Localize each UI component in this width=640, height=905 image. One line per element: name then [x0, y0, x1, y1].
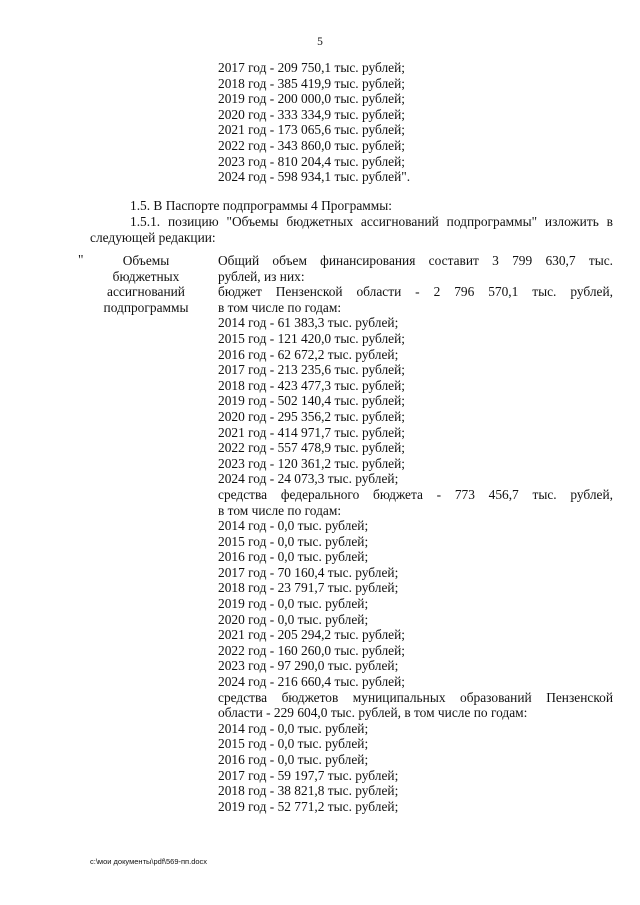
- list-item: 2020 год - 295 356,2 тыс. рублей;: [218, 408, 405, 424]
- list-item: 2022 год - 557 478,9 тыс. рублей;: [218, 440, 405, 456]
- municipal-budget-line: области - 229 604,0 тыс. рублей, в том числе по годам:: [218, 705, 528, 721]
- list-item: 2022 год - 160 260,0 тыс. рублей;: [218, 642, 405, 658]
- list-item: 2018 год - 385 419,9 тыс. рублей;: [218, 75, 405, 91]
- list-item: 2020 год - 333 334,9 тыс. рублей;: [218, 106, 405, 122]
- federal-budget-line: средства федерального бюджета - 773 456,7 тыс. рублей,: [218, 486, 613, 502]
- total-funding-line: Общий объем финансирования составит 3 799 630,7 тыс.: [218, 253, 613, 268]
- federal-budget-line: в том числе по годам:: [218, 502, 342, 518]
- list-item: 2019 год - 200 000,0 тыс. рублей;: [218, 91, 405, 107]
- list-item: 2016 год - 0,0 тыс. рублей;: [218, 752, 369, 767]
- list-item: 2015 год - 0,0 тыс. рублей;: [218, 736, 369, 752]
- list-item: 2017 год - 59 197,7 тыс. рублей;: [218, 767, 399, 783]
- page-number: 5: [317, 36, 323, 48]
- list-item: 2014 год - 61 383,3 тыс. рублей;: [218, 315, 399, 331]
- list-item: 2018 год - 38 821,8 тыс. рублей;: [218, 783, 399, 799]
- regional-budget-line: в том числе по годам:: [218, 299, 342, 315]
- funding-details: [218, 253, 613, 814]
- list-item: 2016 год - 0,0 тыс. рублей;: [218, 549, 369, 565]
- list-item: 2023 год - 810 204,4 тыс. рублей;: [218, 153, 405, 169]
- total-funding-line: рублей, из них:: [218, 268, 305, 284]
- opening-quote-mark: ": [78, 252, 84, 267]
- section-1-5-1-paragraph: [90, 214, 613, 245]
- section-1-5-text: 1.5. В Паспорте подпрограммы 4 Программы:: [130, 198, 392, 213]
- list-item: 2016 год - 62 672,2 тыс. рублей;: [218, 346, 399, 362]
- list-item: 2014 год - 0,0 тыс. рублей;: [218, 518, 369, 534]
- list-item: 2017 год - 213 235,6 тыс. рублей;: [218, 362, 405, 378]
- list-item: 2019 год - 0,0 тыс. рублей;: [218, 596, 369, 612]
- list-item: 2017 год - 70 160,4 тыс. рублей;: [218, 564, 399, 580]
- list-item: 2024 год - 24 073,3 тыс. рублей;: [218, 471, 399, 487]
- regional-budget-line: бюджет Пензенской области - 2 796 570,1 тыс. рублей,: [218, 284, 613, 300]
- list-item: 2019 год - 502 140,4 тыс. рублей;: [218, 393, 405, 409]
- list-item: 2023 год - 120 361,2 тыс. рублей;: [218, 455, 405, 471]
- list-item: 2015 год - 0,0 тыс. рублей;: [218, 533, 369, 549]
- list-item: 2018 год - 23 791,7 тыс. рублей;: [218, 580, 399, 596]
- list-item: 2019 год - 52 771,2 тыс. рублей;: [218, 798, 399, 814]
- list-item: 2021 год - 173 065,6 тыс. рублей;: [218, 122, 405, 138]
- footer-file-path: c:\мои документы\pdf\569-пп.docx: [90, 857, 208, 866]
- list-item: 2017 год - 209 750,1 тыс. рублей;: [218, 60, 405, 75]
- list-item: 2020 год - 0,0 тыс. рублей;: [218, 611, 369, 627]
- list-item: 2024 год - 598 934,1 тыс. рублей".: [218, 169, 411, 185]
- municipal-budget-line: средства бюджетов муниципальных образований Пензенской: [218, 689, 613, 705]
- list-item: 2018 год - 423 477,3 тыс. рублей;: [218, 377, 405, 393]
- list-item: 2022 год - 343 860,0 тыс. рублей;: [218, 137, 405, 153]
- table-row-label: Объемы бюджетных ассигнований подпрограммы: [103, 253, 189, 315]
- list-item: 2014 год - 0,0 тыс. рублей;: [218, 720, 369, 736]
- section-1-5-paragraph: [90, 198, 613, 214]
- continued-year-list: [218, 60, 410, 185]
- list-item: 2015 год - 121 420,0 тыс. рублей;: [218, 330, 405, 346]
- list-item: 2021 год - 414 971,7 тыс. рублей;: [218, 424, 405, 440]
- list-item: 2021 год - 205 294,2 тыс. рублей;: [218, 627, 405, 643]
- list-item: 2023 год - 97 290,0 тыс. рублей;: [218, 658, 399, 674]
- list-item: 2024 год - 216 660,4 тыс. рублей;: [218, 674, 405, 690]
- section-1-5-1-text: 1.5.1. позицию "Объемы бюджетных ассигнований подпрограммы" изложить в следующей редакции:: [90, 214, 613, 245]
